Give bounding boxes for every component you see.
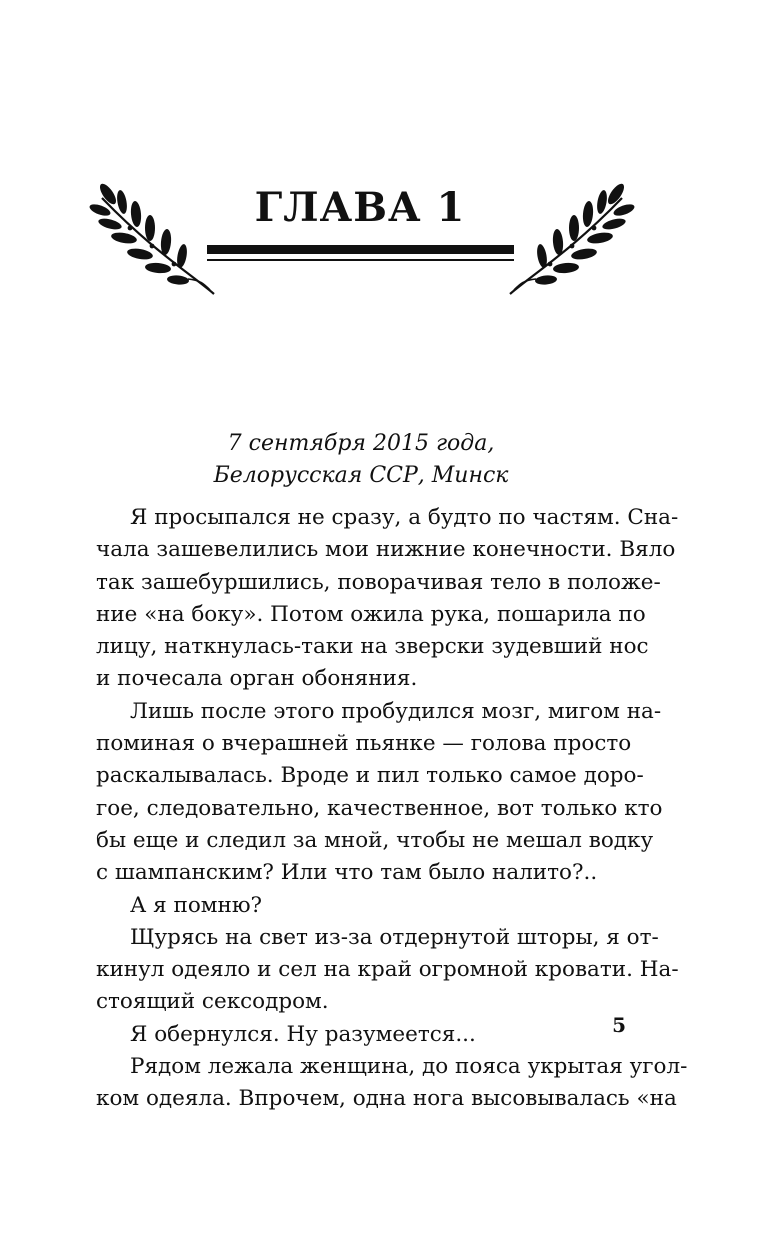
text-line: ние «на боку». Потом ожила рука, пошарила по — [96, 601, 646, 627]
text-line: стоящий сексодром. — [96, 989, 329, 1015]
laurel-branch-icon — [92, 180, 222, 300]
text-line: бы еще и следил за мной, чтобы не мешал водку — [96, 827, 654, 853]
text-line: Я просыпался не сразу, а будто по частям. Сна- — [130, 505, 679, 530]
title-rule-thin — [207, 259, 514, 261]
text-line: раскалывалась. Вроде и пил только самое доро- — [96, 763, 644, 789]
text-line: гое, следовательно, качественное, вот только кто — [96, 795, 663, 821]
laurel-branch-icon — [502, 180, 632, 300]
text-line: поминая о вчерашней пьянке — голова просто — [96, 731, 632, 757]
text-line: кинул одеяло и сел на край огромной кровати. На- — [96, 957, 679, 983]
text-line: Лишь после этого пробудился мозг, мигом на- — [130, 698, 662, 724]
text-line: А я помню? — [130, 892, 263, 918]
text-line: чала зашевелились мои нижние конечности. Вяло — [96, 537, 676, 563]
text-line: ком одеяла. Впрочем, одна нога высовывалась «на — [96, 1086, 677, 1112]
dateline — [96, 428, 626, 492]
chapter-title: ГЛАВА 1 — [254, 184, 466, 231]
dateline-date: 7 сентября 2015 года, — [227, 431, 495, 456]
page-number: 5 — [612, 1013, 626, 1037]
text-line: так зашебуршились, поворачивая тело в положе- — [96, 569, 661, 595]
text-line: Рядом лежала женщина, до пояса укрытая угол- — [130, 1054, 688, 1080]
text-line: Я обернулся. Ну разумеется... — [130, 1021, 476, 1047]
title-rule-thick — [207, 245, 514, 254]
text-line: Щурясь на свет из-за отдернутой шторы, я от- — [130, 924, 659, 950]
text-line: лицу, наткнулась-таки на зверски зудевший нос — [96, 634, 649, 660]
body-text — [96, 502, 688, 1116]
dateline-place: Белорусская ССР, Минск — [213, 463, 509, 488]
text-line: с шампанским? Или что там было налито?.. — [96, 860, 598, 886]
text-line: и почесала орган обоняния. — [96, 666, 418, 692]
